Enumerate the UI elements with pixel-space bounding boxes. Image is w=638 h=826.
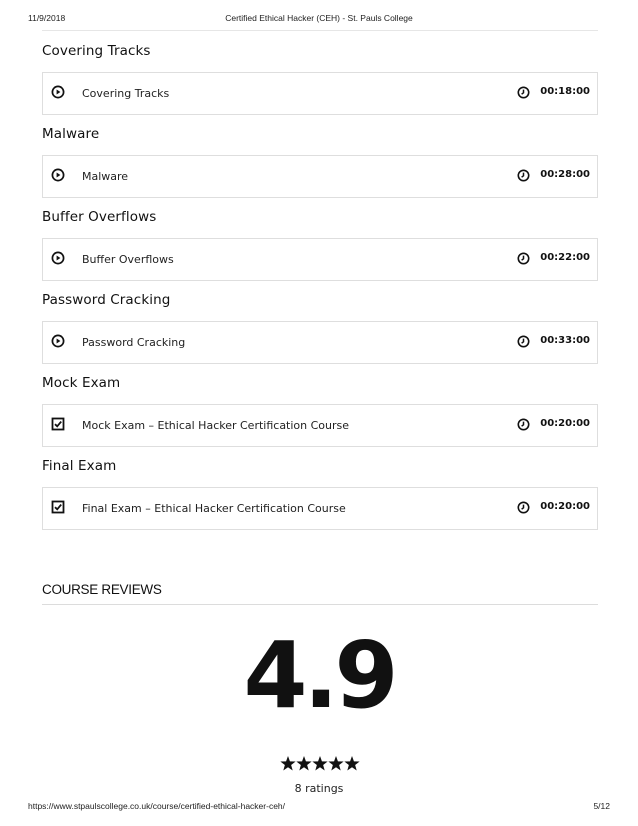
lesson-row[interactable] <box>42 72 598 115</box>
lesson-duration: 00:18:00 <box>540 86 590 97</box>
section-title: Mock Exam <box>42 375 121 391</box>
lesson-duration: 00:20:00 <box>540 501 590 512</box>
lesson-row[interactable] <box>42 321 598 364</box>
print-page-title: Certified Ethical Hacker (CEH) - St. Pauls College <box>225 13 413 23</box>
star-icon <box>296 756 311 770</box>
lesson-title[interactable]: Password Cracking <box>82 336 186 349</box>
reviews-divider <box>42 604 598 605</box>
quiz-check-icon <box>51 500 65 514</box>
lesson-title[interactable]: Mock Exam – Ethical Hacker Certification Course <box>82 419 350 432</box>
quiz-check-icon <box>51 417 65 431</box>
clock-icon <box>517 501 530 514</box>
play-circle-icon <box>51 334 65 348</box>
lesson-title[interactable]: Malware <box>82 170 129 183</box>
top-divider <box>42 30 598 31</box>
play-circle-icon <box>51 85 65 99</box>
section-title: Buffer Overflows <box>42 209 157 225</box>
star-icon <box>344 756 359 770</box>
lesson-row[interactable] <box>42 404 598 447</box>
play-circle-icon <box>51 251 65 265</box>
lesson-row[interactable] <box>42 238 598 281</box>
print-date: 11/9/2018 <box>28 13 66 23</box>
clock-icon <box>517 418 530 431</box>
section-title: Final Exam <box>42 458 117 474</box>
print-url: https://www.stpaulscollege.co.uk/course/certified-ethical-hacker-ceh/ <box>28 801 286 811</box>
lesson-row[interactable] <box>42 155 598 198</box>
average-rating: 4.9 <box>243 622 395 729</box>
section-title: Malware <box>42 126 100 142</box>
section-title: Password Cracking <box>42 292 171 308</box>
lesson-title[interactable]: Buffer Overflows <box>82 253 174 266</box>
clock-icon <box>517 86 530 99</box>
play-circle-icon <box>51 168 65 182</box>
star-icon <box>312 756 327 770</box>
lesson-title[interactable]: Final Exam – Ethical Hacker Certification Course <box>82 502 346 515</box>
lesson-duration: 00:22:00 <box>540 252 590 263</box>
lesson-duration: 00:28:00 <box>540 169 590 180</box>
rating-stars <box>280 755 360 773</box>
clock-icon <box>517 252 530 265</box>
star-icon <box>280 756 295 770</box>
clock-icon <box>517 169 530 182</box>
print-page-number: 5/12 <box>593 801 610 811</box>
lesson-duration: 00:20:00 <box>540 418 590 429</box>
rating-count: 8 ratings <box>294 782 344 795</box>
lesson-row[interactable] <box>42 487 598 530</box>
course-reviews-heading: COURSE REVIEWS <box>42 582 162 597</box>
clock-icon <box>517 335 530 348</box>
lesson-title[interactable]: Covering Tracks <box>82 87 170 100</box>
star-icon <box>328 756 343 770</box>
lesson-duration: 00:33:00 <box>540 335 590 346</box>
section-title: Covering Tracks <box>42 43 151 59</box>
